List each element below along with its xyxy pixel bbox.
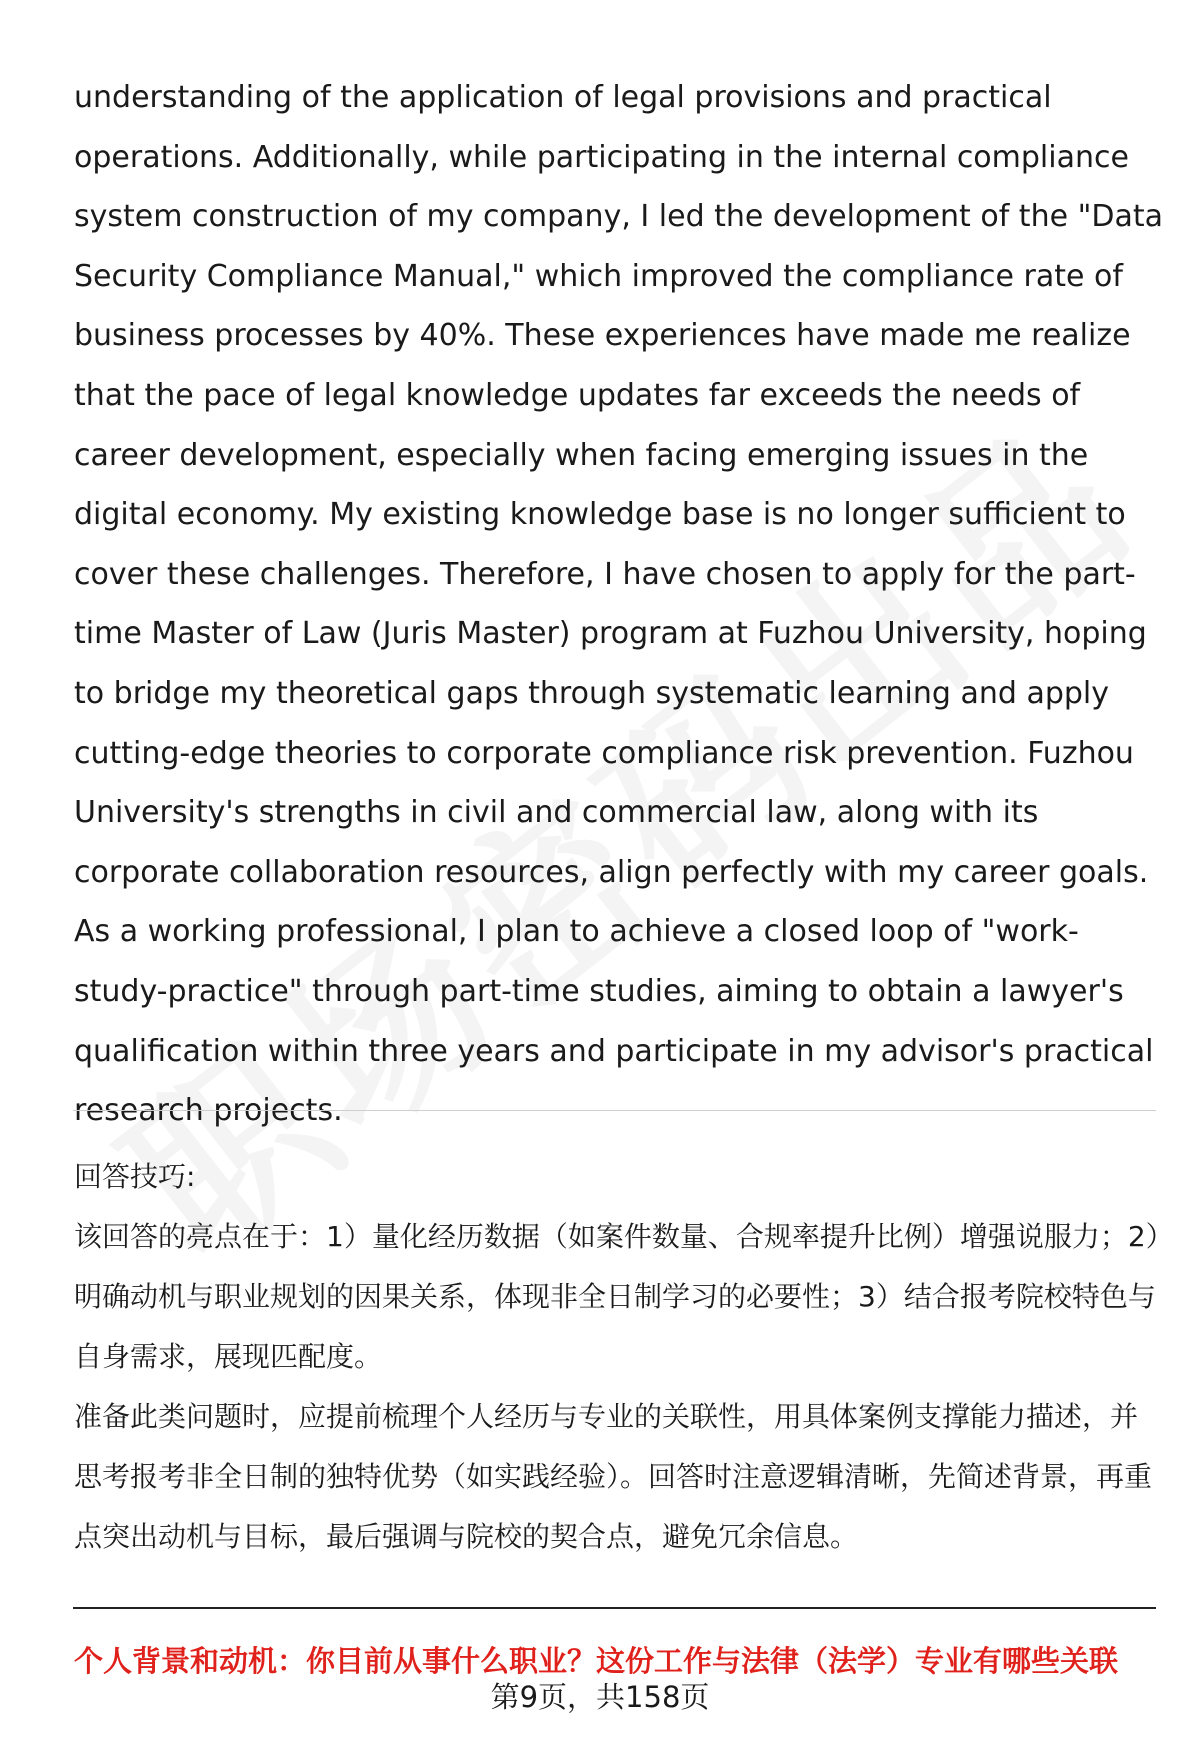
answer-paragraph: understanding of the application of legal provisions and practical operations. Additionally, while participating in the internal compliance system construction of my company, I led the development of the "Data Security Compliance Manual," which improved the compliance rate of business processes by 40%. These experiences have made me realize that the pace of legal knowledge updates far exceeds the needs of career development, especially when facing emerging issues in the digital economy. My existing knowledge base is no longer sufficient to cover these challenges. Therefore, I have chosen to apply for the part-time Master of Law (Juris Master) program at Fuzhou University, hoping to bridge my theoretical gaps through systematic learning and apply cutting-edge theories to corporate compliance risk prevention. Fuzhou University's strengths in civil and commercial law, along with its corporate collaboration resources, align perfectly with my career goals. As a working professional, I plan to achieve a closed loop of "work-study-practice" through part-time studies, aiming to obtain a lawyer's qualification within three years and participate in my advisor's practical research projects. xyxy=(74,80,1164,1129)
tips-highlight: 该回答的亮点在于：1）量化经历数据（如案件数量、合规率提升比例）增强说服力；2）明确动机与职业规划的因果关系，体现非全日制学习的必要性；3）结合报考院校特色与自身需求，展现匹配度。 xyxy=(74,1220,1160,1373)
tips-section xyxy=(74,1147,1164,1567)
question-divider xyxy=(73,1607,1156,1609)
tips-advice: 准备此类问题时，应提前梳理个人经历与专业的关联性，用具体案例支撑能力描述，并思考报考非全日制的独特优势（如实践经验）。回答时注意逻辑清晰，先简述背景，再重点突出动机与目标，最后强调与院校的契合点，避免冗余信息。 xyxy=(74,1400,1153,1553)
tips-heading: 回答技巧: xyxy=(74,1160,196,1193)
answer-body xyxy=(74,68,1164,1141)
next-question-heading: 个人背景和动机：你目前从事什么职业？这份工作与法律（法学）专业有哪些关联 xyxy=(74,1644,1119,1678)
section-divider xyxy=(73,1110,1156,1111)
page-number: 第9页，共158页 xyxy=(490,1680,710,1714)
